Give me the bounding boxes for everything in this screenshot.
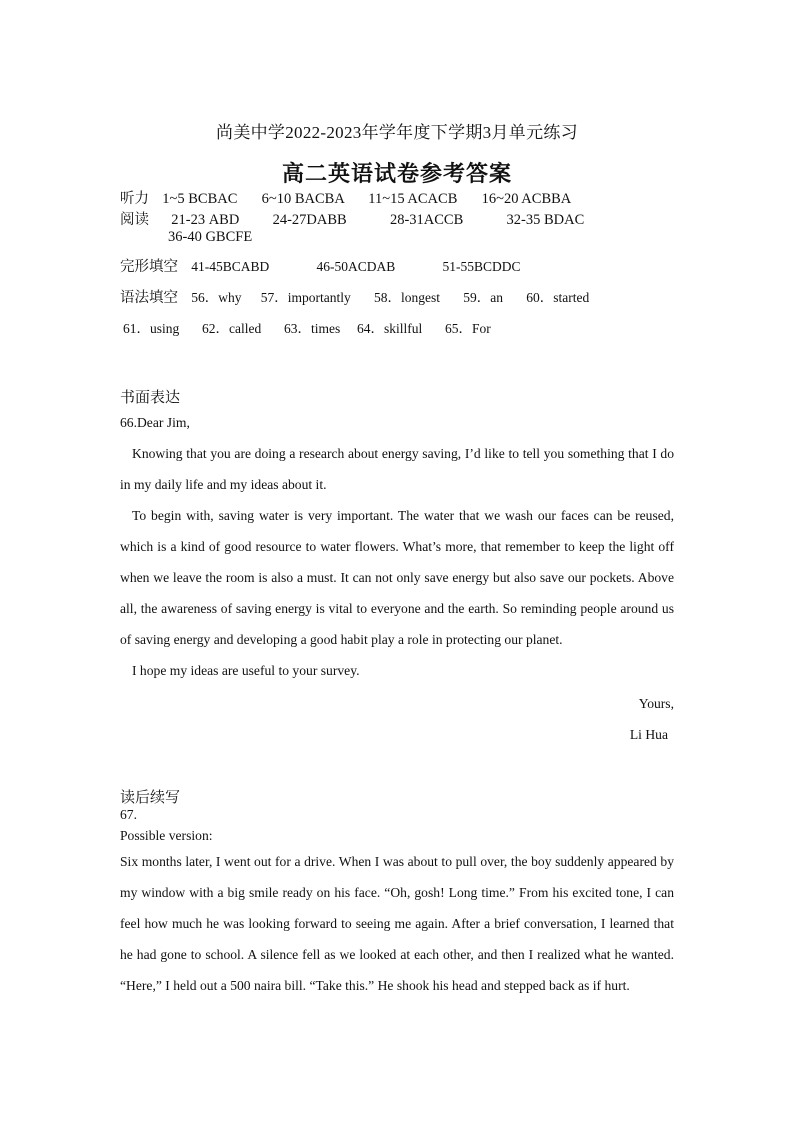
answer-item: 61．using	[123, 321, 180, 336]
continuation-paragraph: Six months later, I went out for a drive. When I was about to pull over, the boy suddenly appeared by my window with a big smile ready on his face. “Oh, gosh! Long time.” From his excited tone, I can feel how much he was looking forward to seeing me again. After a brief conversation, I learned that he had gone to school. A silence fell as we looked at each other, and then I realized what he wanted. “Here,” I held out a 500 naira bill. “Take this.” He shook his head and stepped back as if hurt.	[120, 854, 674, 993]
answer-group: 6~10 BACBA	[261, 191, 345, 207]
continuation-subheading: Possible version:	[120, 828, 213, 843]
writing-heading: 书面表达	[120, 388, 181, 406]
answer-item: 58．longest	[374, 290, 440, 305]
answer-item: 65．For	[445, 321, 491, 336]
answer-group: 51-55BCDDC	[442, 259, 521, 274]
answer-item: 56．why	[191, 290, 242, 305]
letter-paragraph: To begin with, saving water is very important. The water that we wash our faces can be reused, which is a kind of good resource to water flowers. What’s more, that remember to keep the light off when we leave the room is also a must. It can not only save energy but also save our pockets. Above all, the awareness of saving energy is vital to everyone and the earth. So reminding people around us of saving energy and developing a good habit play a role in protecting our planet.	[120, 508, 674, 647]
answer-group: 41-45BCABD	[191, 259, 270, 274]
grammar-label: 语法填空	[120, 290, 178, 306]
continuation-body	[120, 846, 674, 1001]
answer-item: 59．an	[463, 290, 503, 305]
letter-paragraph: Knowing that you are doing a research about energy saving, I’d like to tell you something that I do in my daily life and my ideas about it.	[120, 446, 674, 492]
continuation-number: 67.	[120, 807, 137, 822]
answer-item: 60．started	[526, 290, 590, 305]
answer-group: 24-27DABB	[272, 212, 347, 228]
letter-closing: Yours,	[638, 696, 674, 711]
page-title: 高二英语试卷参考答案	[281, 161, 512, 186]
grammar-answers-line2	[123, 317, 491, 337]
answer-group: 28-31ACCB	[389, 212, 464, 228]
answer-group: 16~20 ACBBA	[481, 191, 572, 207]
answer-group: 21-23 ABD	[171, 212, 240, 228]
reading-answers	[120, 208, 584, 229]
continuation-heading: 读后续写	[120, 788, 181, 806]
listening-label: 听力	[120, 191, 149, 207]
writing-letter-body	[120, 438, 674, 686]
answer-group: 11~15 ACACB	[368, 191, 458, 207]
answer-item: 64．skillful	[357, 321, 423, 336]
answer-item: 57．importantly	[260, 290, 351, 305]
cloze-label: 完形填空	[120, 259, 178, 275]
cloze-answers	[120, 255, 521, 276]
letter-signature: Li Hua	[629, 727, 668, 742]
answer-group: 32-35 BDAC	[506, 212, 585, 228]
school-exam-line: 尚美中学2022-2023年学年度下学期3月单元练习	[216, 123, 578, 142]
reading-label: 阅读	[120, 212, 149, 228]
letter-paragraph: I hope my ideas are useful to your survey.	[132, 663, 360, 678]
listening-answers	[120, 187, 571, 208]
answer-group: 1~5 BCBAC	[162, 191, 238, 207]
answer-item: 63．times	[284, 321, 341, 336]
writing-number: 66.Dear Jim,	[120, 415, 190, 430]
answer-group: 46-50ACDAB	[316, 259, 396, 274]
grammar-answers	[120, 286, 589, 307]
reading-answers-line2: 36-40 GBCFE	[168, 229, 253, 245]
answer-item: 62．called	[202, 321, 262, 336]
